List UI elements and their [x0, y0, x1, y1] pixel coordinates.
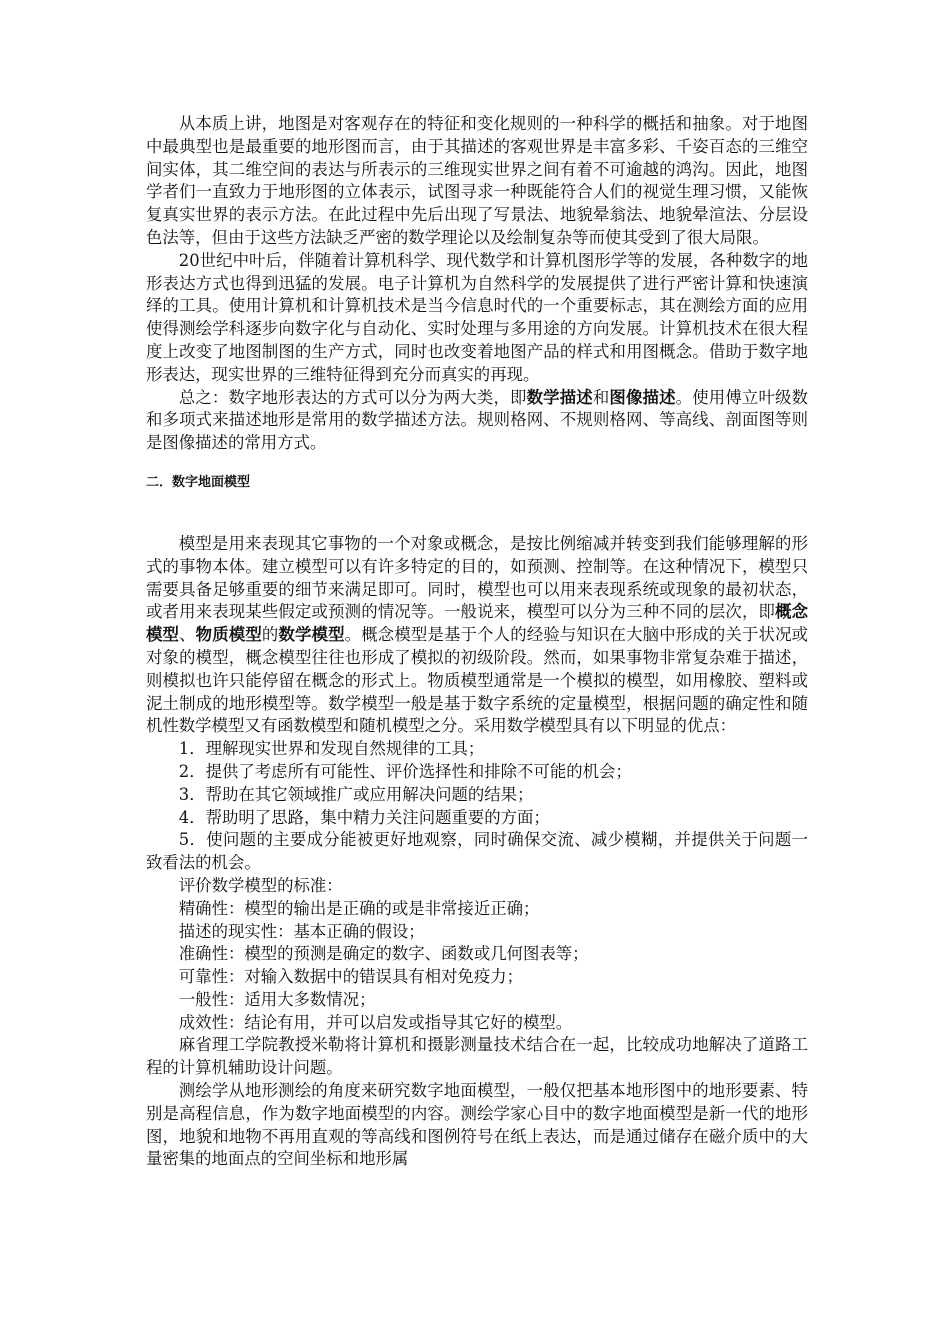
document-page	[146, 113, 808, 1171]
criteria-item: 精确性：模型的输出是正确的或是非常接近正确；	[178, 898, 540, 918]
intro-paragraph-2: 20世纪中叶后，伴随着计算机科学、现代数学和计算机图形学等的发展，各种数字的地形表达方式也得到迅猛的发展。电子计算机为自然科学的发展提供了进行严密计算和快速演绎的工具。使用计算机和计算机技术是当今信息时代的一个重要标志，其在测绘方面的应用使得测绘学科逐步向数字化与自动化、实时处理与多用途的方向发展。计算机技术在很大程度上改变了地图制图的生产方式，同时也改变着地图产品的样式和用图概念。借助于数字地形表达，现实世界的三维特征得到充分而真实的再现。	[146, 250, 808, 384]
keyword-math-description: 数学描述	[526, 387, 593, 407]
intro-p3-text-b: 和	[592, 387, 610, 407]
model-text-a: 模型是用来表现其它事物的一个对象或概念，是按比例缩减并转变到我们能够理解的形式的事物本体。建立模型可以有许多特定的目的，如预测、控制等。在这种情况下，模型只需要具备足够重要的细节来满足即可。同时，模型也可以用来表现系统或现象的最初状态，或者用来表现某些假定或预测的情况等。一般说来，模型可以分为三种不同的层次，即	[146, 533, 808, 622]
mit-paragraph: 麻省理工学院教授米勒将计算机和摄影测量技术结合在一起，比较成功地解决了道路工程的计算机辅助设计问题。	[146, 1035, 808, 1078]
criteria-item: 可靠性：对输入数据中的错误具有相对免疫力；	[178, 967, 523, 987]
criteria-item: 准确性：模型的预测是确定的数字、函数或几何图表等；	[178, 944, 589, 964]
keyword-physical-model: 物质模型	[195, 625, 262, 645]
criteria-title: 评价数学模型的标准：	[178, 875, 343, 895]
list-item: 5．使问题的主要成分能被更好地观察，同时确保交流、减少模糊，并提供关于问题一致看法的机会。	[146, 830, 808, 873]
list-item: 3．帮助在其它领域推广或应用解决问题的结果；	[178, 784, 534, 804]
survey-paragraph: 测绘学从地形测绘的角度来研究数字地面模型，一般仅把基本地形图中的地形要素、特别是高程信息，作为数字地面模型的内容。测绘学家心目中的数字地面模型是新一代的地形图，地貌和地物不再用直观的等高线和图例符号在纸上表达，而是通过储存在磁介质中的大量密集的地面点的空间坐标和地形属	[146, 1081, 808, 1169]
model-text-d: 。概念模型是基于个人的经验与知识在大脑中形成的关于状况或对象的模型，概念模型往往也形成了模拟的初级阶段。然而，如果事物非常复杂难于描述，则模拟也许只能停留在概念的形式上。物质模型通常是一个模拟的模型，如用橡胶、塑料或泥土制成的地形模型等。数学模型一般是基于数字系统的定量模型，根据问题的确定性和随机性数学模型又有函数模型和随机模型之分。采用数学模型具有以下明显的优点：	[146, 625, 809, 736]
keyword-concept-model: 概念模型	[146, 602, 809, 645]
keyword-image-description: 图像描述	[609, 387, 676, 407]
criteria-list	[146, 898, 808, 1035]
list-item: 4．帮助明了思路，集中精力关注问题重要的方面；	[178, 807, 550, 827]
criteria-item: 一般性：适用大多数情况；	[178, 989, 376, 1009]
model-text-c: 的	[261, 625, 279, 645]
intro-paragraph-3	[146, 387, 808, 455]
list-item: 1．理解现实世界和发现自然规律的工具；	[178, 739, 485, 759]
criteria-item: 成效性：结论有用，并可以启发或指导其它好的模型。	[178, 1012, 573, 1032]
intro-p3-text-a: 总之：数字地形表达的方式可以分为两大类，即	[178, 387, 527, 407]
list-item: 2．提供了考虑所有可能性、评价选择性和排除不可能的机会；	[178, 761, 632, 781]
keyword-math-model: 数学模型	[278, 625, 345, 645]
model-text-b: 、	[179, 625, 196, 645]
model-paragraph	[146, 533, 808, 738]
section-heading: 二．数字地面模型	[146, 474, 251, 490]
intro-paragraph-1: 从本质上讲，地图是对客观存在的特征和变化规则的一种科学的概括和抽象。对于地图中最典型也是最重要的地形图而言，由于其描述的客观世界是丰富多彩、千姿百态的三维空间实体，其二维空间的表达与所表示的三维现实世界之间有着不可逾越的鸿沟。因此，地图学者们一直致力于地形图的立体表示，试图寻求一种既能符合人们的视觉生理习惯，又能恢复真实世界的表示方法。在此过程中先后出现了写景法、地貌晕翁法、地貌晕渲法、分层设色法等，但由于这些方法缺乏严密的数学理论以及绘制复杂等而使其受到了很大局限。	[146, 114, 808, 247]
intro-p3-text-c: 。使用傅立叶级数和多项式来描述地形是常用的数学描述方法。规则格网、不规则格网、等高线、剖面图等则是图像描述的常用方式。	[146, 387, 808, 453]
criteria-item: 描述的现实性：基本正确的假设；	[178, 921, 425, 941]
advantages-list	[146, 738, 808, 875]
